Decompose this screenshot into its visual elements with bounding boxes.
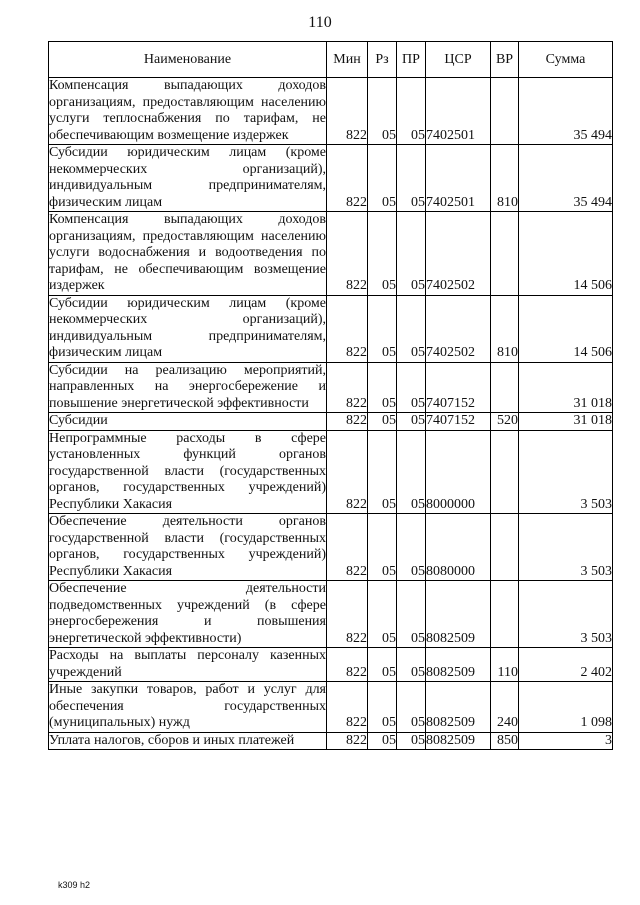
row-pr: 05 xyxy=(397,362,426,413)
row-min: 822 xyxy=(327,78,368,145)
row-name: Компенсация выпадающих доходов организациям, предоставляющим населению услуги водоснабжения и водоотведения по тарифам, не обеспечивающим возмещение издержек xyxy=(49,212,326,293)
row-name: Обеспечение деятельности подведомственных учреждений (в сфере энергосбережения и повышения энергетической эффективности) xyxy=(49,581,326,646)
row-rz: 05 xyxy=(368,145,397,212)
row-rz: 05 xyxy=(368,682,397,733)
table-row xyxy=(49,648,613,682)
row-csr: 8082509 xyxy=(426,648,491,682)
row-min: 822 xyxy=(327,212,368,296)
column-header-min: Мин xyxy=(327,42,368,78)
row-pr: 05 xyxy=(397,648,426,682)
table-row xyxy=(49,514,613,581)
column-header-vr: ВР xyxy=(491,42,519,78)
row-vr xyxy=(491,430,519,514)
row-min: 822 xyxy=(327,581,368,648)
row-sum: 35 494 xyxy=(519,78,613,145)
row-pr: 05 xyxy=(397,413,426,431)
row-csr: 8082509 xyxy=(426,682,491,733)
row-sum: 3 xyxy=(519,732,613,750)
row-csr: 7402501 xyxy=(426,145,491,212)
column-header-name: Наименование xyxy=(49,42,327,78)
row-sum: 3 503 xyxy=(519,430,613,514)
column-header-csr: ЦСР xyxy=(426,42,491,78)
row-pr: 05 xyxy=(397,430,426,514)
row-csr: 7402501 xyxy=(426,78,491,145)
row-csr: 7402502 xyxy=(426,295,491,362)
row-rz: 05 xyxy=(368,362,397,413)
budget-table xyxy=(48,41,613,750)
row-vr xyxy=(491,581,519,648)
row-vr: 520 xyxy=(491,413,519,431)
row-rz: 05 xyxy=(368,212,397,296)
row-csr: 8082509 xyxy=(426,581,491,648)
table-row xyxy=(49,212,613,296)
row-min: 822 xyxy=(327,430,368,514)
row-pr: 05 xyxy=(397,145,426,212)
row-vr xyxy=(491,78,519,145)
row-csr: 7402502 xyxy=(426,212,491,296)
table-row xyxy=(49,682,613,733)
row-rz: 05 xyxy=(368,581,397,648)
row-min: 822 xyxy=(327,648,368,682)
row-min: 822 xyxy=(327,362,368,413)
row-vr: 810 xyxy=(491,145,519,212)
row-name: Субсидии xyxy=(49,413,327,431)
row-name: Расходы на выплаты персоналу казенных учреждений xyxy=(49,648,326,680)
row-rz: 05 xyxy=(368,295,397,362)
row-pr: 05 xyxy=(397,78,426,145)
row-name: Субсидии юридическим лицам (кроме некоммерческих организаций), индивидуальным предпринимателям, физическим лицам xyxy=(49,295,326,360)
row-name: Уплата налогов, сборов и иных платежей xyxy=(49,732,327,750)
column-header-rz: Рз xyxy=(368,42,397,78)
footer-code: k309 h2 xyxy=(58,880,91,890)
row-sum: 2 402 xyxy=(519,648,613,682)
row-pr: 05 xyxy=(397,581,426,648)
row-name: Иные закупки товаров, работ и услуг для обеспечения государственных (муниципальных) нужд xyxy=(49,682,326,730)
row-vr xyxy=(491,212,519,296)
row-sum: 3 503 xyxy=(519,514,613,581)
row-name: Непрограммные расходы в сфере установленных функций органов государственной власти (государственных органов, государственных учреждений) Республики Хакасия xyxy=(49,430,326,512)
table-row xyxy=(49,430,613,514)
row-csr: 7407152 xyxy=(426,362,491,413)
row-min: 822 xyxy=(327,413,368,431)
row-rz: 05 xyxy=(368,732,397,750)
row-vr: 850 xyxy=(491,732,519,750)
row-csr: 8082509 xyxy=(426,732,491,750)
page-number: 110 xyxy=(308,14,332,31)
table-row xyxy=(49,145,613,212)
row-name: Обеспечение деятельности органов государственной власти (государственных органов, государственных учреждений) Республики Хакасия xyxy=(49,514,326,579)
row-rz: 05 xyxy=(368,430,397,514)
row-sum: 31 018 xyxy=(519,413,613,431)
row-vr: 810 xyxy=(491,295,519,362)
row-min: 822 xyxy=(327,514,368,581)
row-pr: 05 xyxy=(397,732,426,750)
table-row xyxy=(49,295,613,362)
row-rz: 05 xyxy=(368,78,397,145)
row-name: Субсидии юридическим лицам (кроме некоммерческих организаций), индивидуальным предпринимателям, физическим лицам xyxy=(49,145,326,210)
row-name: Компенсация выпадающих доходов организациям, предоставляющим населению услуги теплоснабжения по тарифам, не обеспечивающим возмещение издержек xyxy=(49,78,326,143)
row-csr: 8000000 xyxy=(426,430,491,514)
table-row xyxy=(49,732,613,750)
row-pr: 05 xyxy=(397,212,426,296)
table-row xyxy=(49,362,613,413)
row-csr: 7407152 xyxy=(426,413,491,431)
row-pr: 05 xyxy=(397,682,426,733)
row-min: 822 xyxy=(327,295,368,362)
row-pr: 05 xyxy=(397,295,426,362)
row-vr: 110 xyxy=(491,648,519,682)
row-name: Субсидии на реализацию мероприятий, направленных на энергосбережение и повышение энергетической эффективности xyxy=(49,362,326,411)
table-row xyxy=(49,78,613,145)
row-sum: 3 503 xyxy=(519,581,613,648)
row-csr: 8080000 xyxy=(426,514,491,581)
row-min: 822 xyxy=(327,682,368,733)
table-row xyxy=(49,413,613,431)
row-sum: 14 506 xyxy=(519,295,613,362)
row-vr xyxy=(491,514,519,581)
row-sum: 1 098 xyxy=(519,682,613,733)
row-min: 822 xyxy=(327,732,368,750)
table-row xyxy=(49,581,613,648)
row-min: 822 xyxy=(327,145,368,212)
row-pr: 05 xyxy=(397,514,426,581)
row-vr xyxy=(491,362,519,413)
table-header-row xyxy=(49,42,613,78)
row-rz: 05 xyxy=(368,413,397,431)
row-sum: 35 494 xyxy=(519,145,613,212)
row-rz: 05 xyxy=(368,514,397,581)
column-header-pr: ПР xyxy=(397,42,426,78)
row-sum: 14 506 xyxy=(519,212,613,296)
row-sum: 31 018 xyxy=(519,362,613,413)
row-rz: 05 xyxy=(368,648,397,682)
row-vr: 240 xyxy=(491,682,519,733)
column-header-sum: Сумма xyxy=(519,42,613,78)
